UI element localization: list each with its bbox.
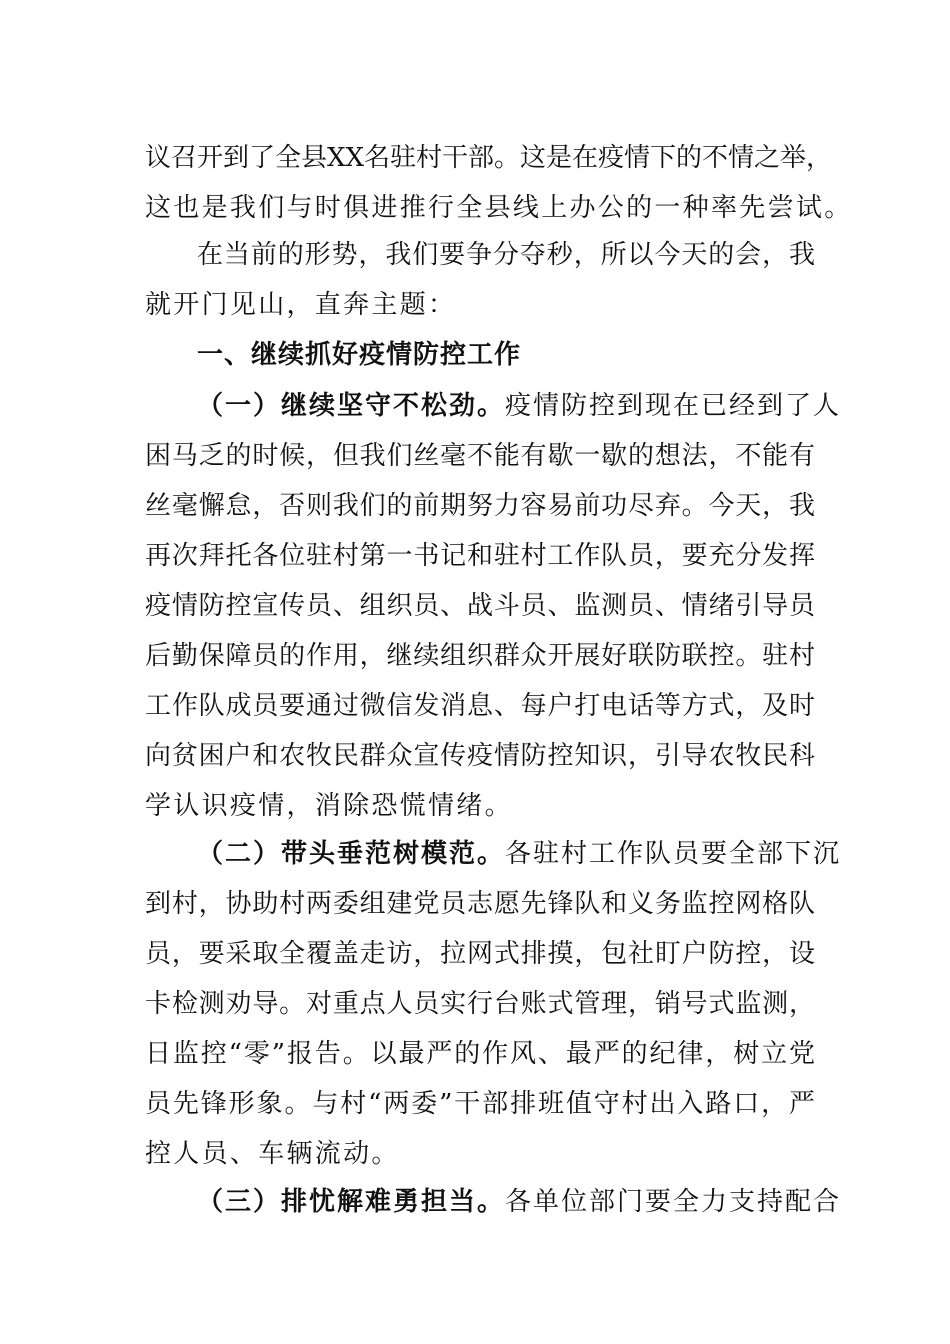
paragraph-first-line	[197, 381, 842, 431]
text-line: 再次拜托各位驻村第一书记和驻村工作队员，要充分发挥	[145, 541, 815, 571]
text-line: 就开门见山，直奔主题：	[145, 290, 457, 320]
text-line: 学认识疫情，消除恐慌情绪。	[145, 791, 513, 821]
text-line: 后勤保障员的作用，继续组织群众开展好联防联控。驻村	[145, 641, 815, 671]
paragraph-first-line	[197, 829, 842, 879]
text-segment: 各驻村工作队员要全部下沉	[505, 839, 842, 869]
text-line: 在当前的形势，我们要争分夺秒，所以今天的会，我	[197, 240, 815, 270]
subsection-title: （三）排忧解难勇担当。	[197, 1187, 506, 1217]
text-line: 困马乏的时候，但我们丝毫不能有歇一歇的想法，不能有	[145, 441, 815, 471]
text-line: 议召开到了全县XX名驻村干部。这是在疫情下的不情之举，	[145, 143, 833, 173]
text-line: 员先锋形象。与村“两委”干部排班值守村出入路口，严	[145, 1089, 815, 1119]
text-line: 员，要采取全覆盖走访，拉网式排摸，包社盯户防控，设	[145, 939, 815, 969]
subsection-title: （二）带头垂范树模范。	[197, 839, 506, 869]
text-segment: 各单位部门要全力支持配合	[505, 1187, 842, 1217]
text-line: 丝毫懈怠，否则我们的前期努力容易前功尽弃。今天，我	[145, 491, 815, 521]
text-line: 日监控“零”报告。以最严的作风、最严的纪律，树立党	[145, 1039, 815, 1069]
text-line: 向贫困户和农牧民群众宣传疫情防控知识，引导农牧民科	[145, 741, 815, 771]
text-line: 这也是我们与时俱进推行全县线上办公的一种率先尝试。	[145, 193, 853, 223]
text-line: 控人员、车辆流动。	[145, 1139, 400, 1169]
text-segment: 疫情防控到现在已经到了人	[505, 391, 842, 421]
subsection-title: （一）继续坚守不松劲。	[197, 391, 506, 421]
paragraph-first-line	[197, 1177, 842, 1227]
text-line: 到村，协助村两委组建党员志愿先锋队和义务监控网格队	[145, 889, 815, 919]
section-heading: 一、继续抓好疫情防控工作	[197, 340, 522, 370]
text-line: 卡检测劝导。对重点人员实行台账式管理，销号式监测，	[145, 989, 815, 1019]
text-line: 疫情防控宣传员、组织员、战斗员、监测员、情绪引导员	[145, 591, 815, 621]
text-line: 工作队成员要通过微信发消息、每户打电话等方式，及时	[145, 691, 815, 721]
